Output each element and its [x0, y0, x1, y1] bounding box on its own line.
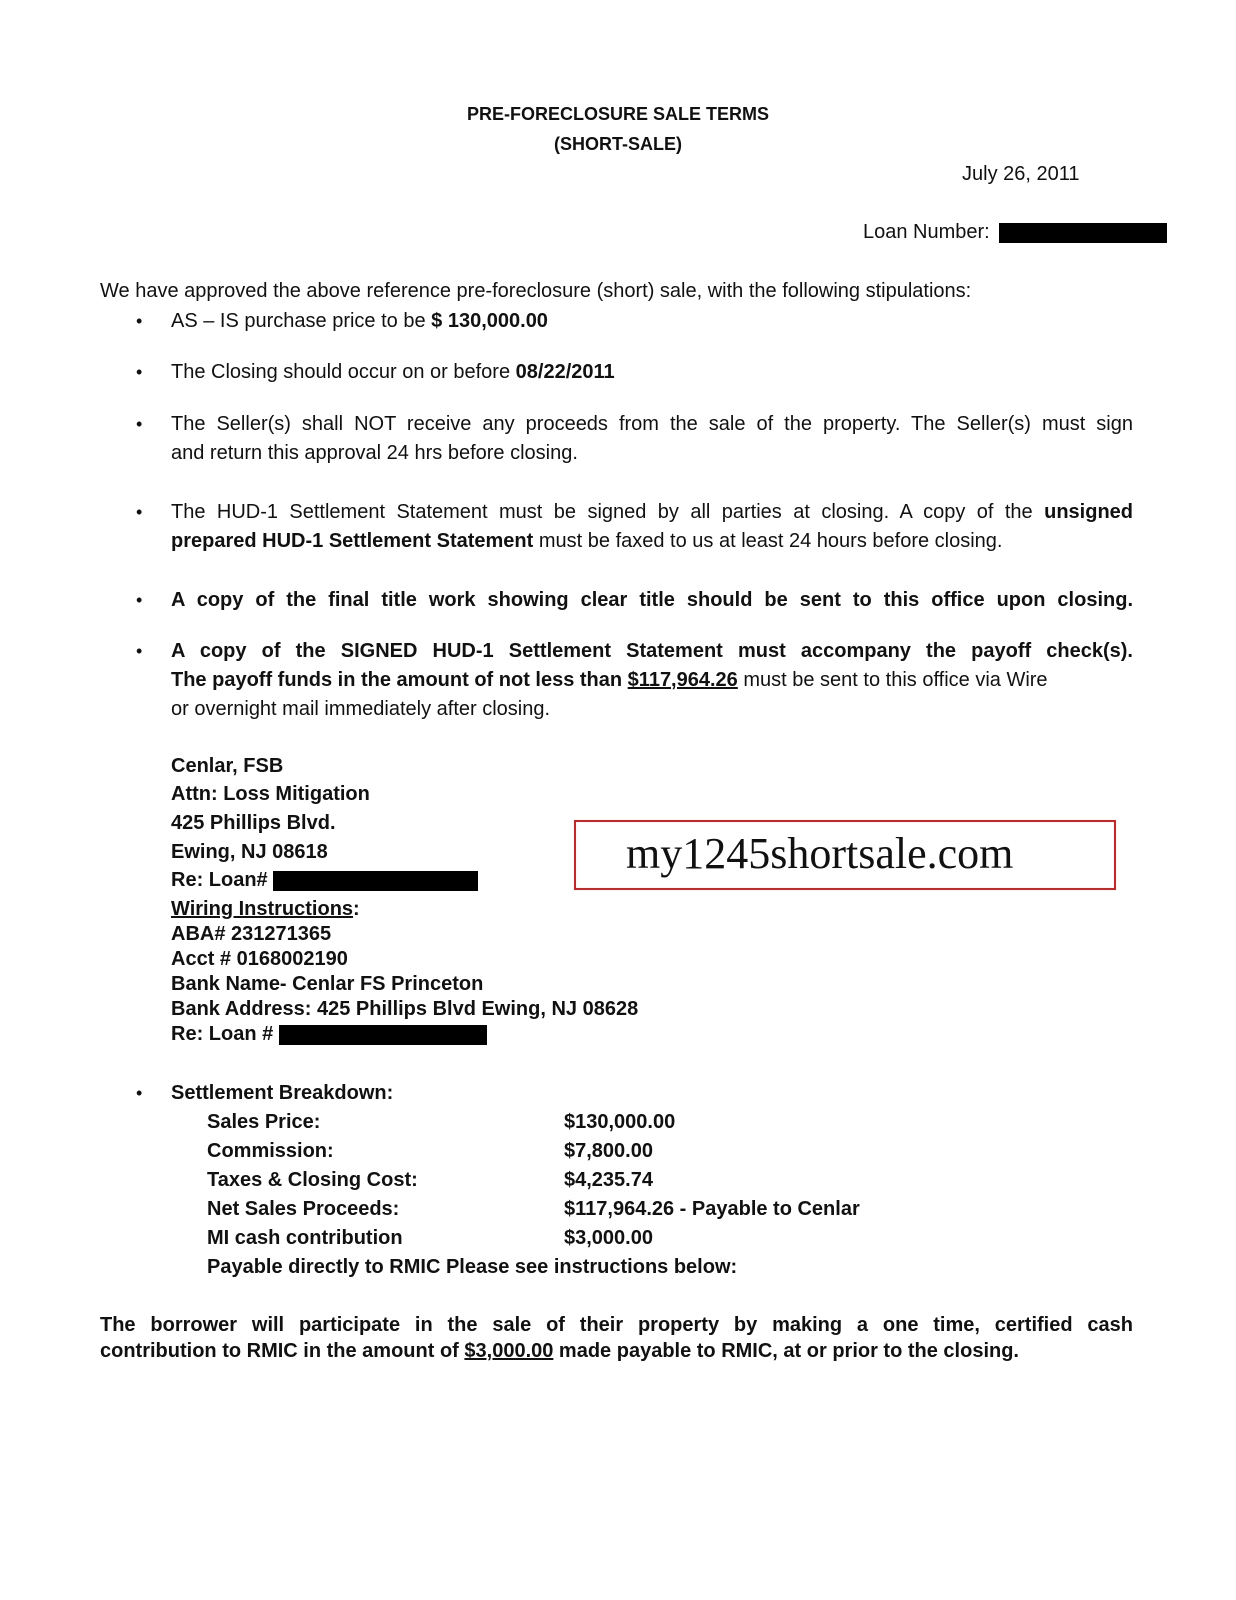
settlement-value: $130,000.00 [564, 1111, 676, 1133]
payoff-amount: $117,964.26 [627, 669, 738, 691]
wiring-aba: ABA# 231271365 [171, 923, 332, 945]
address-re-loan [171, 868, 478, 892]
text-bold: prepared HUD-1 Settlement Statement [171, 530, 534, 552]
text: Re: Loan# [171, 869, 268, 891]
bullet-icon: • [136, 414, 143, 434]
closing-paragraph-line1: The borrower will participate in the sale of their property by making a one time, certified cash [100, 1314, 1133, 1336]
document-title: PRE-FORECLOSURE SALE TERMS [466, 104, 770, 124]
stipulation-payoff-line1: A copy of the SIGNED HUD-1 Settlement Statement must accompany the payoff check(s). [171, 640, 1133, 662]
wiring-bank-address: Bank Address: 425 Phillips Blvd Ewing, NJ 08628 [171, 998, 639, 1020]
settlement-value: $4,235.74 [564, 1169, 653, 1191]
closing-paragraph-line2 [100, 1339, 1019, 1363]
settlement-label: Net Sales Proceeds: [207, 1198, 400, 1220]
text-bold: The payoff funds in the amount of not less than [171, 669, 628, 691]
settlement-label: Commission: [207, 1140, 334, 1162]
text: contribution to RMIC in the amount of [100, 1340, 465, 1362]
stipulation-proceeds-line2: and return this approval 24 hrs before closing. [171, 442, 578, 464]
bullet-icon: • [136, 1083, 143, 1103]
settlement-label: Sales Price: [207, 1111, 321, 1133]
text: The Closing should occur on or before [171, 361, 516, 383]
bullet-icon: • [136, 502, 143, 522]
text: The HUD-1 Settlement Statement must be signed by all parties at closing. A copy of the [171, 501, 1045, 523]
redaction-bar [279, 1025, 487, 1045]
redaction-bar [273, 871, 478, 891]
wiring-bank-name: Bank Name- Cenlar FS Princeton [171, 973, 484, 995]
settlement-label: Taxes & Closing Cost: [207, 1169, 418, 1191]
text: must be sent to this office via Wire [737, 669, 1048, 691]
stipulation-proceeds-line1: The Seller(s) shall NOT receive any proceeds from the sale of the property. The Seller(s) must sign [171, 413, 1133, 435]
text: Re: Loan # [171, 1023, 274, 1045]
stipulation-hud-line2 [171, 529, 1002, 553]
intro-text: We have approved the above reference pre-foreclosure (short) sale, with the following stipulations: [100, 280, 972, 302]
stipulation-hud-line1 [171, 500, 1133, 524]
address-attn: Attn: Loss Mitigation [171, 783, 370, 805]
bullet-icon: • [136, 362, 143, 382]
wiring-heading [171, 897, 360, 921]
settlement-heading: Settlement Breakdown: [171, 1082, 394, 1104]
closing-date: 08/22/2011 [515, 361, 615, 383]
address-city: Ewing, NJ 08618 [171, 841, 328, 863]
watermark-text: my1245shortsale.com [626, 829, 1014, 878]
settlement-label: MI cash contribution [207, 1227, 403, 1249]
address-name: Cenlar, FSB [171, 755, 284, 777]
wiring-re-loan [171, 1022, 487, 1046]
stipulation-closing-date [171, 360, 615, 384]
bullet-icon: • [136, 590, 143, 610]
watermark-box [574, 820, 1116, 890]
text-bold: unsigned [1044, 501, 1133, 523]
settlement-value: $7,800.00 [564, 1140, 653, 1162]
stipulation-price [171, 309, 548, 333]
contribution-amount: $3,000.00 [464, 1340, 554, 1362]
text: must be faxed to us at least 24 hours before closing. [533, 530, 1003, 552]
document-subtitle: (SHORT-SALE) [554, 134, 682, 154]
settlement-value: $117,964.26 - Payable to Cenlar [564, 1198, 860, 1220]
bullet-icon: • [136, 641, 143, 661]
document-date: July 26, 2011 [962, 163, 1080, 185]
bullet-icon: • [136, 311, 143, 331]
stipulation-payoff-line3: or overnight mail immediately after closing. [171, 698, 551, 720]
wiring-acct: Acct # 0168002190 [171, 948, 348, 970]
loan-number [863, 220, 1167, 244]
settlement-note: Payable directly to RMIC Please see instructions below: [207, 1256, 738, 1278]
text: : [353, 898, 360, 920]
text: made payable to RMIC, at or prior to the closing. [553, 1340, 1019, 1362]
stipulation-title-work: A copy of the final title work showing clear title should be sent to this office upon closing. [171, 589, 1133, 611]
text: AS – IS purchase price to be [171, 310, 432, 332]
address-street: 425 Phillips Blvd. [171, 812, 336, 834]
stipulation-payoff-line2 [171, 668, 1133, 692]
text: Wiring Instructions [171, 898, 354, 920]
loan-number-label: Loan Number: [863, 221, 990, 243]
purchase-price: $ 130,000.00 [431, 310, 548, 332]
settlement-value: $3,000.00 [564, 1227, 653, 1249]
redaction-bar [999, 223, 1167, 243]
